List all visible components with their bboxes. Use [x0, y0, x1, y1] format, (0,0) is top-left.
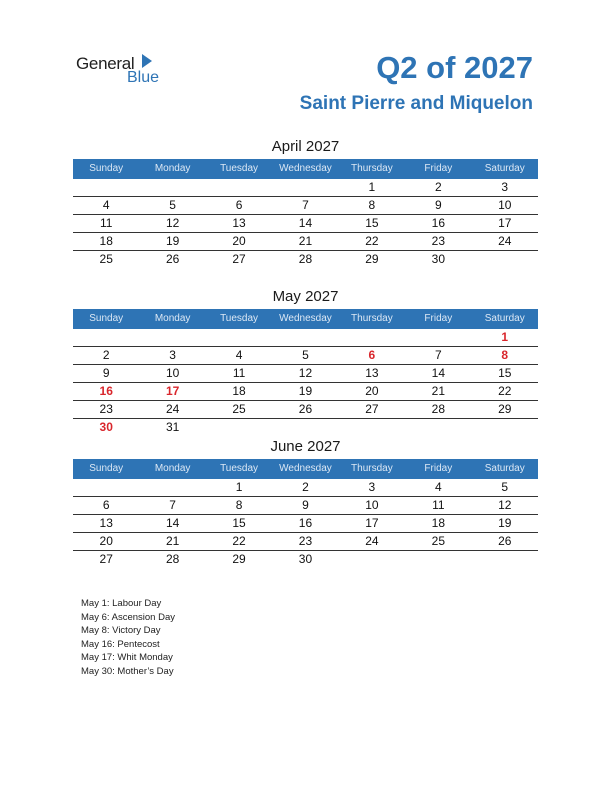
logo-blue-text: Blue [127, 69, 160, 86]
day-cell: 7 [302, 198, 309, 212]
day-cell: 13 [99, 516, 113, 530]
day-cell: 3 [368, 480, 376, 494]
day-cell: 11 [99, 216, 113, 230]
day-cell: 22 [365, 234, 379, 248]
day-cell: 9 [102, 366, 110, 380]
week-row [73, 533, 538, 551]
weekday-label: Thursday [351, 463, 393, 474]
day-cell: 26 [498, 534, 512, 548]
day-cell: 9 [434, 198, 442, 212]
day-cell: 19 [498, 516, 512, 530]
day-cell: 9 [302, 498, 309, 512]
week-row [73, 551, 538, 568]
day-cell [472, 251, 538, 268]
day-cell: 8 [368, 198, 376, 212]
week-row [73, 347, 538, 365]
holiday-note: May 6: Ascension Day [81, 611, 175, 623]
day-cell: 29 [232, 552, 246, 566]
week-row [73, 479, 538, 497]
week-row [73, 515, 538, 533]
day-cell: 7 [169, 498, 176, 512]
day-cell: 14 [431, 366, 445, 380]
day-cell [73, 479, 139, 496]
holiday-note: May 16: Pentecost [81, 638, 160, 650]
day-cell [139, 329, 205, 346]
weekday-label: Saturday [484, 163, 525, 174]
day-cell: 4 [235, 348, 243, 362]
day-cell: 15 [232, 516, 246, 530]
day-cell: 2 [302, 480, 309, 494]
month-title: June 2027 [270, 438, 341, 455]
day-cell: 28 [431, 402, 445, 416]
month-calendar-may [73, 286, 538, 436]
week-row [73, 383, 538, 401]
day-cell [472, 551, 538, 568]
week-row [73, 401, 538, 419]
day-cell: 5 [302, 348, 309, 362]
day-cell: 28 [165, 552, 180, 566]
day-cell [405, 551, 471, 568]
weekday-label: Friday [424, 463, 453, 474]
weekday-label: Sunday [89, 163, 124, 174]
day-cell: 23 [99, 402, 113, 416]
day-cell: 2 [102, 348, 110, 362]
day-cell [405, 329, 471, 346]
day-cell: 30 [298, 552, 313, 566]
day-cell: 14 [298, 216, 313, 230]
day-cell: 1 [368, 180, 376, 194]
day-cell: 7 [434, 348, 442, 362]
weekday-label: Saturday [484, 313, 525, 324]
day-cell: 17 [365, 516, 379, 530]
day-cell: 18 [99, 234, 113, 248]
day-cell: 6 [235, 198, 243, 212]
day-cell [405, 419, 471, 436]
month-calendar-april [73, 136, 538, 268]
day-cell: 17 [498, 216, 512, 230]
day-cell: 11 [232, 366, 246, 380]
day-cell: 31 [165, 420, 180, 434]
day-cell [339, 329, 405, 346]
day-cell: 23 [298, 534, 313, 548]
day-cell: 20 [99, 534, 113, 548]
day-cell: 10 [365, 498, 379, 512]
day-cell: 22 [232, 534, 246, 548]
day-cell: 19 [165, 234, 180, 248]
day-cell: 1 [501, 330, 509, 344]
day-cell: 14 [165, 516, 180, 530]
day-cell: 10 [498, 198, 512, 212]
day-cell [272, 179, 338, 196]
weekday-label: Thursday [351, 313, 393, 324]
day-cell: 27 [232, 252, 246, 266]
week-row [73, 329, 538, 347]
month-title: April 2027 [271, 138, 340, 155]
day-cell: 26 [165, 252, 180, 266]
weekday-label: Tuesday [220, 163, 259, 174]
day-cell [139, 479, 205, 496]
day-cell: 25 [232, 402, 246, 416]
weekday-label: Monday [154, 163, 191, 174]
day-cell: 29 [498, 402, 512, 416]
day-cell: 1 [235, 480, 243, 494]
day-cell: 16 [298, 516, 313, 530]
day-cell: 29 [365, 252, 379, 266]
day-cell: 13 [232, 216, 246, 230]
week-row [73, 197, 538, 215]
day-cell: 21 [298, 234, 313, 248]
weekday-label: Wednesday [279, 313, 332, 324]
day-cell: 3 [169, 348, 176, 362]
day-cell: 24 [165, 402, 180, 416]
day-cell: 12 [165, 216, 180, 230]
day-cell: 28 [298, 252, 313, 266]
day-cell [73, 179, 139, 196]
day-cell: 15 [365, 216, 379, 230]
week-row [73, 497, 538, 515]
logo-flag-icon [142, 54, 152, 68]
weekday-label: Sunday [89, 313, 124, 324]
day-cell: 16 [99, 384, 113, 398]
day-cell [272, 419, 338, 436]
day-cell: 6 [368, 348, 376, 362]
day-cell: 4 [434, 480, 442, 494]
weekday-label: Friday [424, 313, 453, 324]
day-cell: 12 [298, 366, 313, 380]
page-title: Q2 of 2027 [376, 50, 533, 85]
holiday-note: May 1: Labour Day [81, 598, 162, 609]
logo [76, 52, 176, 88]
page-subtitle: Saint Pierre and Miquelon [299, 93, 533, 114]
weekday-label: Tuesday [220, 463, 259, 474]
day-cell: 19 [298, 384, 313, 398]
day-cell: 30 [99, 420, 113, 434]
week-row [73, 365, 538, 383]
day-cell: 5 [169, 198, 176, 212]
day-cell: 22 [498, 384, 512, 398]
day-cell: 24 [498, 234, 512, 248]
day-cell: 21 [165, 534, 180, 548]
day-cell [339, 419, 405, 436]
day-cell: 17 [165, 384, 180, 398]
day-cell: 27 [365, 402, 379, 416]
weekday-label: Friday [424, 163, 453, 174]
day-cell: 11 [432, 498, 445, 512]
day-cell: 8 [235, 498, 243, 512]
weekday-label: Monday [154, 463, 191, 474]
day-cell [206, 179, 272, 196]
day-cell: 20 [232, 234, 246, 248]
day-cell: 23 [431, 234, 445, 248]
day-cell: 25 [431, 534, 445, 548]
month-calendar-june [73, 436, 538, 568]
day-cell [339, 551, 405, 568]
day-cell: 3 [501, 180, 509, 194]
holiday-note: May 30: Mother’s Day [81, 665, 174, 677]
day-cell: 24 [365, 534, 379, 548]
day-cell: 27 [99, 552, 113, 566]
day-cell: 5 [501, 480, 509, 494]
day-cell: 21 [431, 384, 445, 398]
day-cell [272, 329, 338, 346]
day-cell: 6 [102, 498, 110, 512]
week-row [73, 215, 538, 233]
month-title: May 2027 [272, 288, 339, 305]
weekday-label: Wednesday [279, 463, 332, 474]
weekday-label: Sunday [89, 463, 124, 474]
day-cell: 26 [298, 402, 313, 416]
weekday-label: Wednesday [279, 163, 332, 174]
day-cell: 16 [431, 216, 445, 230]
day-cell: 10 [165, 366, 180, 380]
logo-general-text: General [76, 54, 135, 73]
week-row [73, 179, 538, 197]
day-cell [139, 179, 205, 196]
day-cell [73, 329, 139, 346]
day-cell: 20 [365, 384, 379, 398]
day-cell: 8 [501, 348, 509, 362]
day-cell: 4 [102, 198, 110, 212]
week-row [73, 251, 538, 268]
day-cell: 15 [498, 366, 512, 380]
weekday-label: Monday [154, 313, 191, 324]
day-cell [206, 329, 272, 346]
holiday-notes [81, 597, 175, 678]
weekday-label: Tuesday [220, 313, 259, 324]
day-cell: 18 [232, 384, 246, 398]
weekday-header-row [73, 459, 538, 479]
day-cell: 30 [431, 252, 445, 266]
day-cell: 18 [431, 516, 445, 530]
week-row [73, 233, 538, 251]
week-row [73, 419, 538, 436]
weekday-label: Saturday [484, 463, 525, 474]
holiday-note: May 17: Whit Monday [81, 652, 173, 663]
day-cell: 12 [498, 498, 512, 512]
holiday-note: May 8: Victory Day [81, 625, 161, 636]
day-cell: 25 [99, 252, 113, 266]
day-cell: 13 [365, 366, 379, 380]
weekday-header-row [73, 309, 538, 329]
day-cell [472, 419, 538, 436]
weekday-label: Thursday [351, 163, 393, 174]
weekday-header-row [73, 159, 538, 179]
day-cell [206, 419, 272, 436]
day-cell: 2 [434, 180, 442, 194]
